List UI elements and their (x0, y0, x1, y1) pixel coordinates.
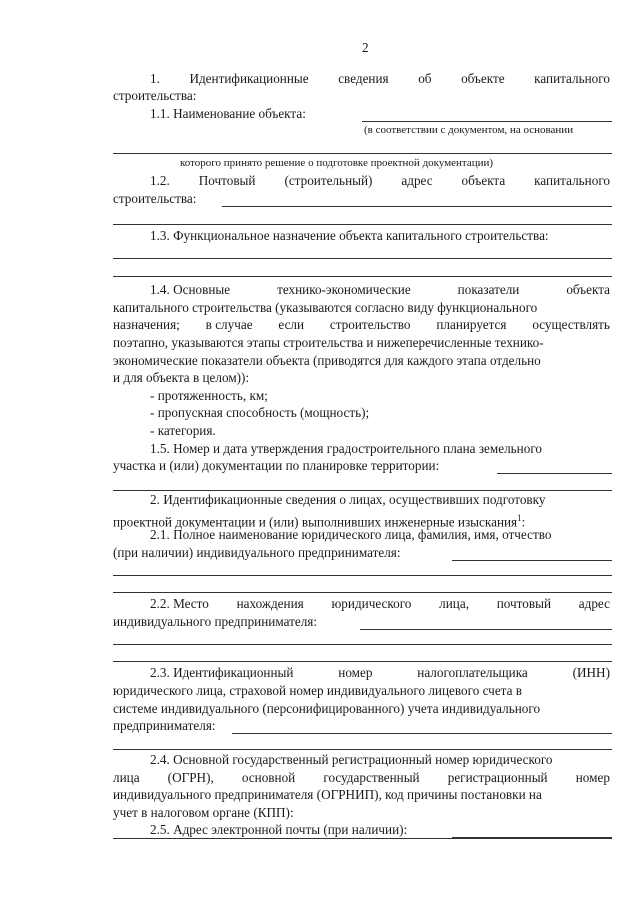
word: объекте (461, 71, 505, 86)
list-item: - протяженность, км; (150, 388, 268, 403)
word: нахождения (236, 596, 304, 611)
word: (строительный) (284, 173, 373, 188)
word: адрес (578, 596, 610, 611)
item-2-3-line4: предпринимателя: (113, 718, 216, 733)
word: налогоплательщика (417, 665, 528, 680)
item-2-4-line1: 2.4. Основной государственный регистрационный номер юридического (150, 752, 553, 767)
legal-name-blank-2[interactable] (113, 575, 612, 576)
email-blank[interactable] (452, 837, 612, 838)
function-blank[interactable] (113, 258, 612, 259)
item-2-4-line4: учет в налоговом органе (КПП): (113, 805, 294, 820)
list-item: - пропускная способность (мощность); (150, 405, 370, 420)
object-name-blank[interactable] (362, 121, 612, 122)
item-1-4-line6: и для объекта в целом)): (113, 370, 250, 385)
section-2-heading-line1: 2. Идентификационные сведения о лицах, осуществивших подготовку (150, 492, 546, 507)
word: показатели (457, 282, 520, 297)
item-1-1-note-line2: которого принято решение о подготовке проектной документации) (180, 157, 494, 169)
word: капитального (534, 173, 610, 188)
word: 2.2. Место (150, 596, 209, 611)
list-item: - категория. (150, 423, 216, 438)
word: осуществлять (532, 317, 610, 332)
word: строительство (329, 317, 411, 332)
item-2-5-label: 2.5. Адрес электронной почты (при наличии): (150, 822, 408, 837)
function-blank-2[interactable] (113, 276, 612, 277)
word: Идентификационные (189, 71, 309, 86)
item-1-1-label: 1.1. Наименование объекта: (150, 106, 306, 121)
item-2-3-line1 (150, 665, 610, 681)
word: объекта (461, 173, 506, 188)
inn-blank-2[interactable] (113, 749, 612, 750)
word: номер (338, 665, 373, 680)
item-2-1-line2: (при наличии) индивидуального предпринимателя: (113, 545, 401, 560)
item-2-1-line1: 2.1. Полное наименование юридического лица, фамилия, имя, отчество (150, 527, 552, 542)
ogrn-blank[interactable] (113, 838, 612, 839)
item-1-4-line2: капитального строительства (указываются согласно виду функционального (113, 300, 538, 315)
inn-blank[interactable] (232, 733, 612, 734)
footnote-mark: 1 (517, 513, 522, 523)
word: 1.2. (150, 173, 170, 188)
legal-name-blank[interactable] (452, 560, 612, 561)
item-1-2-line2: строительства: (113, 191, 197, 206)
location-blank-2[interactable] (113, 644, 612, 645)
word: лица (113, 770, 140, 785)
legal-name-blank-3[interactable] (113, 592, 612, 593)
word: 1.4. Основные (150, 282, 231, 297)
word: назначения; (113, 317, 180, 332)
item-2-4-line2 (113, 770, 610, 786)
location-blank-3[interactable] (113, 661, 612, 662)
word: государственный (323, 770, 420, 785)
item-2-3-line3: системе индивидуального (персонифицированного) учета индивидуального (113, 701, 541, 716)
word: сведения (338, 71, 389, 86)
word: юридического (331, 596, 412, 611)
word: об (418, 71, 432, 86)
word: лица, (439, 596, 469, 611)
item-2-2-line2: индивидуального предпринимателя: (113, 614, 318, 629)
section-1-heading-line1 (150, 71, 610, 87)
word: в случае (205, 317, 253, 332)
word: капитального (534, 71, 610, 86)
item-1-5-line1: 1.5. Номер и дата утверждения градостроительного плана земельного (150, 441, 543, 456)
section-1-heading-line2: строительства: (113, 88, 197, 103)
item-1-4-line5: экономические показатели объекта (приводятся для каждого этапа отдельно (113, 353, 541, 368)
gpzu-blank[interactable] (497, 473, 612, 474)
item-1-4-line1 (150, 282, 610, 298)
word: основной (241, 770, 296, 785)
gpzu-blank-2[interactable] (113, 490, 612, 491)
word: почтовый (496, 596, 552, 611)
item-1-2-line1 (150, 173, 610, 189)
word: номер (575, 770, 610, 785)
heading-text: проектной документации и (или) выполнивших инженерные изыскания (113, 514, 518, 530)
item-2-3-line2: юридического лица, страховой номер индивидуального лицевого счета в (113, 683, 522, 698)
word: Почтовый (198, 173, 256, 188)
word: технико-экономические (277, 282, 411, 297)
item-1-5-line2: участка и (или) документации по планировке территории: (113, 458, 440, 473)
item-1-4-line3 (113, 317, 610, 333)
item-1-1-note-line1: (в соответствии с документом, на основании (364, 124, 574, 136)
heading-colon: : (521, 514, 526, 530)
word: 1. (150, 71, 160, 86)
page-number: 2 (362, 40, 369, 55)
item-2-4-line3: индивидуального предпринимателя (ОГРНИП), код причины постановки на (113, 787, 542, 802)
item-1-4-line4: поэтапно, указываются этапы строительства и нижеперечисленные технико- (113, 335, 544, 350)
location-blank[interactable] (360, 629, 612, 630)
word: 2.3. Идентификационный (150, 665, 294, 680)
item-1-3-label: 1.3. Функциональное назначение объекта капитального строительства: (150, 228, 549, 243)
word: объекта (566, 282, 610, 297)
word: (ИНН) (572, 665, 610, 680)
item-2-2-line1 (150, 596, 610, 612)
address-blank-2[interactable] (113, 224, 612, 225)
word: адрес (401, 173, 433, 188)
word: если (278, 317, 305, 332)
object-name-blank-2[interactable] (113, 153, 612, 154)
word: регистрационный (447, 770, 548, 785)
word: (ОГРН), (167, 770, 214, 785)
word: планируется (436, 317, 507, 332)
address-blank[interactable] (222, 206, 612, 207)
